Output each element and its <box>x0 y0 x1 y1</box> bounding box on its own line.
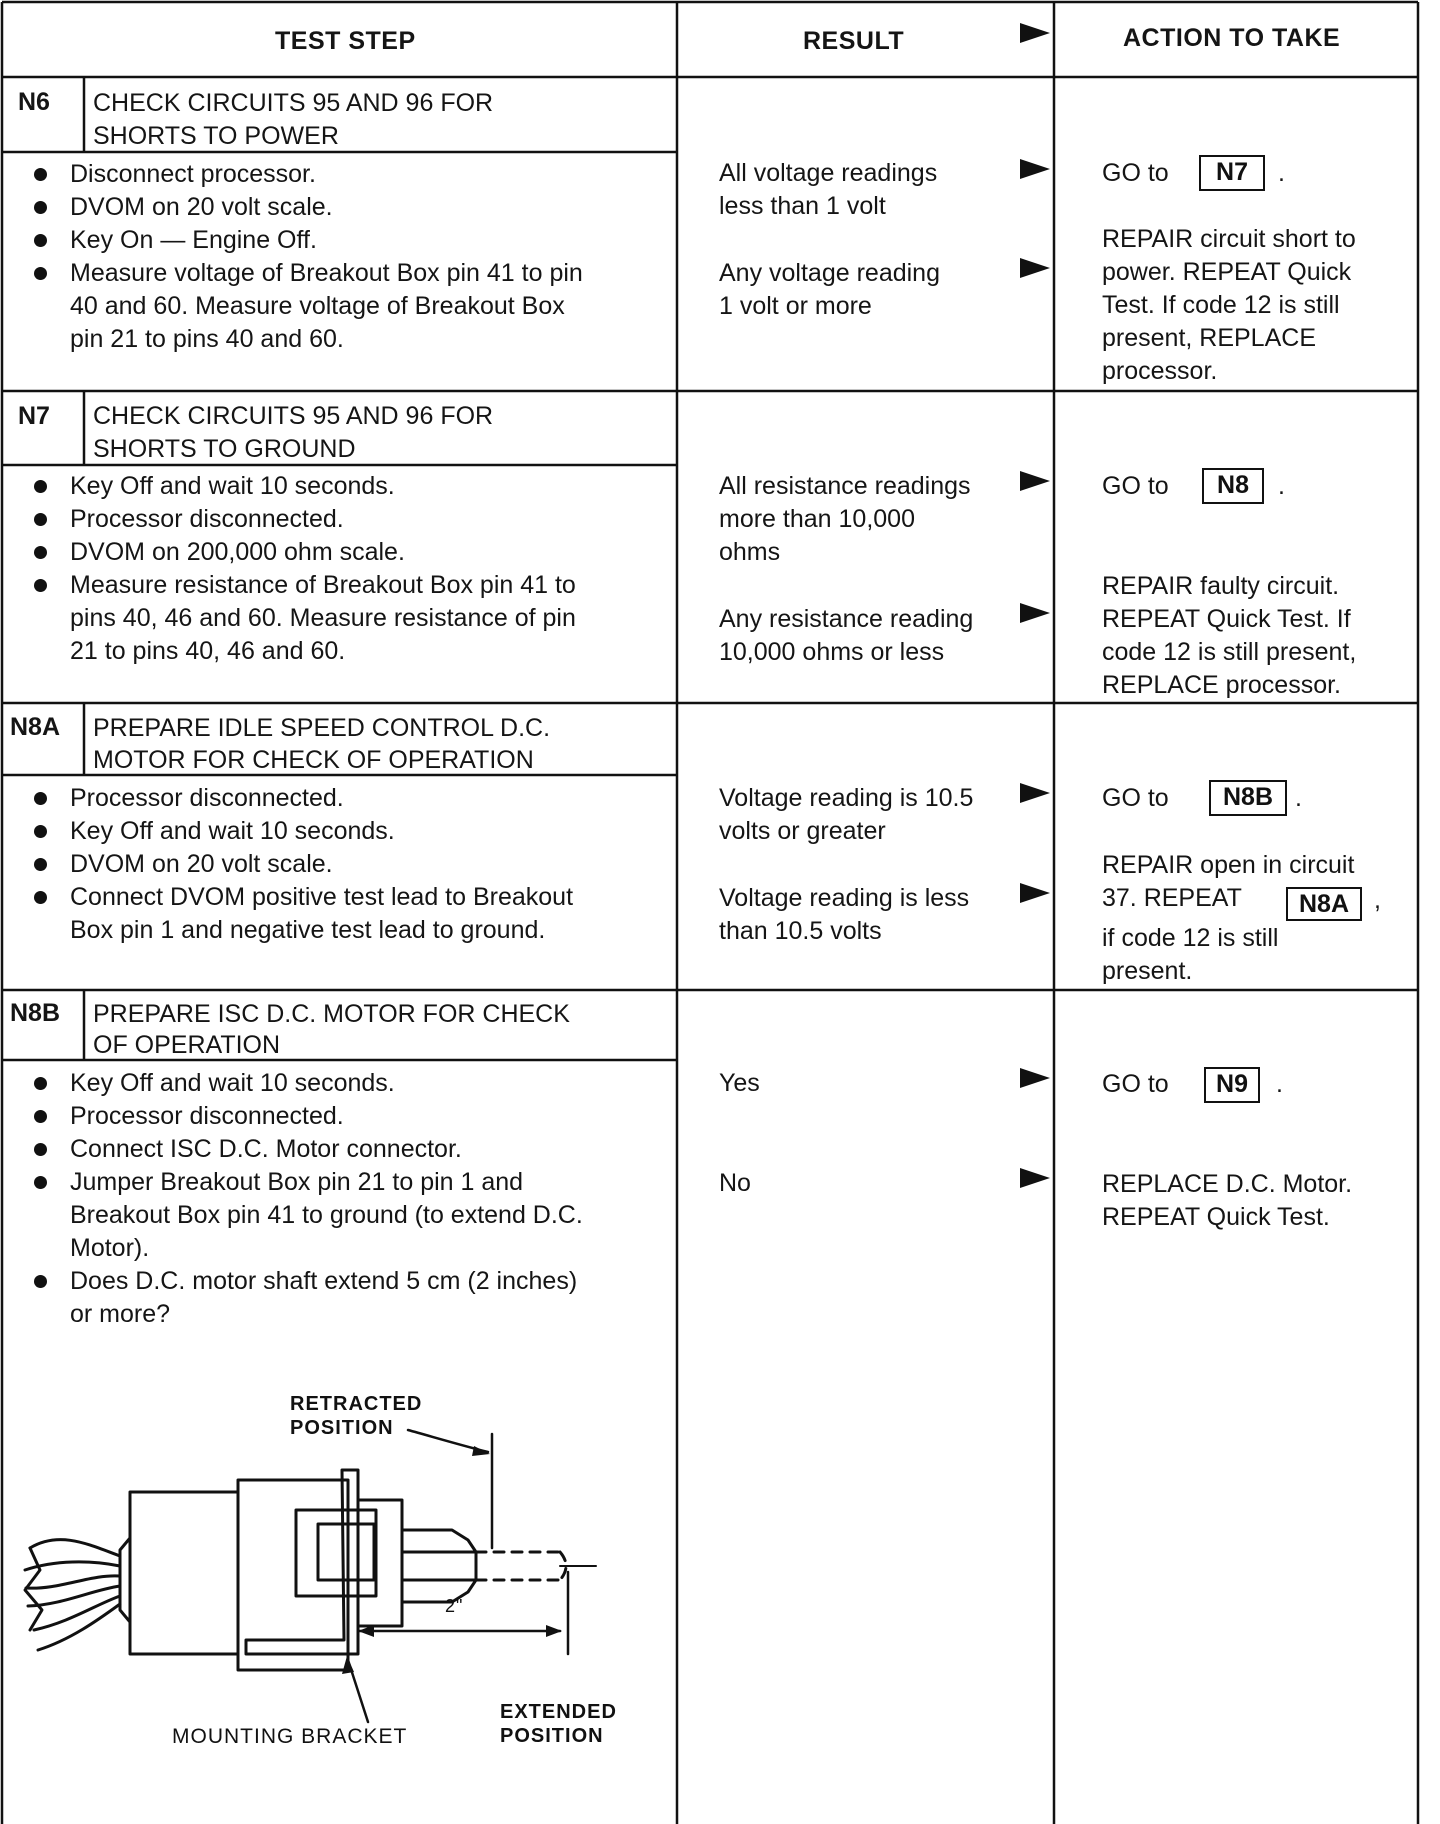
label-extended-position: EXTENDED POSITION <box>500 1701 617 1747</box>
result-text: Voltage reading is 10.5 <box>719 784 974 812</box>
action-text: GO to <box>1102 159 1169 187</box>
label-retracted-position: RETRACTED POSITION <box>290 1393 423 1439</box>
step-title-n7-line2: SHORTS TO GROUND <box>93 435 356 463</box>
step-instruction: DVOM on 20 volt scale. <box>70 850 333 878</box>
action-text: REPAIR circuit short to <box>1102 225 1356 253</box>
result-text: more than 10,000 <box>719 505 915 533</box>
action-text: REPEAT Quick Test. <box>1102 1203 1330 1231</box>
step-title-n8b-line1: PREPARE ISC D.C. MOTOR FOR CHECK <box>93 1000 570 1028</box>
step-code-n7: N7 <box>18 402 50 430</box>
step-instruction: Measure resistance of Breakout Box pin 41 to <box>70 571 576 599</box>
action-text: code 12 is still present, <box>1102 638 1357 666</box>
step-instruction: DVOM on 200,000 ohm scale. <box>70 538 405 566</box>
step-instruction: Processor disconnected. <box>70 505 344 533</box>
label-mounting-bracket: MOUNTING BRACKET <box>172 1725 408 1748</box>
result-text: All resistance readings <box>719 472 971 500</box>
step-instruction: Breakout Box pin 41 to ground (to extend D.C. <box>70 1201 583 1229</box>
step-ref-n8b[interactable]: N8B <box>1209 780 1287 816</box>
step-instruction: 40 and 60. Measure voltage of Breakout Box <box>70 292 565 320</box>
step-instruction: Key Off and wait 10 seconds. <box>70 1069 395 1097</box>
action-text: REPEAT Quick Test. If <box>1102 605 1351 633</box>
step-instruction: DVOM on 20 volt scale. <box>70 193 333 221</box>
action-text: , <box>1374 886 1381 914</box>
step-ref-n7[interactable]: N7 <box>1199 155 1265 191</box>
step-code-n8a: N8A <box>10 713 61 741</box>
action-text: . <box>1295 784 1302 812</box>
step-instruction: Jumper Breakout Box pin 21 to pin 1 and <box>70 1168 524 1196</box>
step-title-n8a-line1: PREPARE IDLE SPEED CONTROL D.C. <box>93 714 551 742</box>
step-instruction: Motor). <box>70 1234 150 1262</box>
result-text: All voltage readings <box>719 159 938 187</box>
step-ref-n8a[interactable]: N8A <box>1286 887 1362 921</box>
step-instruction: pin 21 to pins 40 and 60. <box>70 325 344 353</box>
step-instruction: Connect ISC D.C. Motor connector. <box>70 1135 462 1163</box>
label-dimension: 2" <box>445 1596 464 1616</box>
action-text: present, REPLACE <box>1102 324 1316 352</box>
step-instruction: Processor disconnected. <box>70 784 344 812</box>
action-text: GO to <box>1102 784 1169 812</box>
step-title-n6-line2: SHORTS TO POWER <box>93 122 339 150</box>
action-text: . <box>1276 1070 1283 1098</box>
step-code-n6: N6 <box>18 88 50 116</box>
result-text: volts or greater <box>719 817 886 845</box>
step-title-n7-line1: CHECK CIRCUITS 95 AND 96 FOR <box>93 402 494 430</box>
action-text: REPLACE processor. <box>1102 671 1341 699</box>
action-text: processor. <box>1102 357 1218 385</box>
action-text: REPLACE D.C. Motor. <box>1102 1170 1353 1198</box>
result-text: 1 volt or more <box>719 292 872 320</box>
step-instruction: 21 to pins 40, 46 and 60. <box>70 637 346 665</box>
step-instruction: or more? <box>70 1300 171 1328</box>
action-text: present. <box>1102 957 1193 985</box>
step-instruction: pins 40, 46 and 60. Measure resistance of pin <box>70 604 576 632</box>
header-result: RESULT <box>803 27 905 55</box>
step-instruction: Does D.C. motor shaft extend 5 cm (2 inches) <box>70 1267 578 1295</box>
step-instruction: Connect DVOM positive test lead to Breakout <box>70 883 574 911</box>
step-instruction: Key Off and wait 10 seconds. <box>70 817 395 845</box>
step-instruction: Key On — Engine Off. <box>70 226 317 254</box>
action-text: Test. If code 12 is still <box>1102 291 1340 319</box>
action-text: GO to <box>1102 472 1169 500</box>
action-text: REPAIR faulty circuit. <box>1102 572 1340 600</box>
action-text: 37. REPEAT <box>1102 884 1242 912</box>
step-ref-n8[interactable]: N8 <box>1202 468 1264 504</box>
step-title-n8a-line2: MOTOR FOR CHECK OF OPERATION <box>93 746 534 774</box>
action-text: power. REPEAT Quick <box>1102 258 1352 286</box>
result-text: Any resistance reading <box>719 605 974 633</box>
action-text: . <box>1278 159 1285 187</box>
step-code-n8b: N8B <box>10 999 61 1027</box>
step-instruction: Key Off and wait 10 seconds. <box>70 472 395 500</box>
result-text: No <box>719 1169 751 1197</box>
result-text: than 10.5 volts <box>719 917 882 945</box>
step-instruction: Processor disconnected. <box>70 1102 344 1130</box>
result-text: Voltage reading is less <box>719 884 970 912</box>
result-text: less than 1 volt <box>719 192 886 220</box>
step-ref-n9[interactable]: N9 <box>1204 1067 1260 1103</box>
header-action: ACTION TO TAKE <box>1123 24 1341 52</box>
result-text: Yes <box>719 1069 760 1097</box>
action-text: if code 12 is still <box>1102 924 1279 952</box>
result-text: 10,000 ohms or less <box>719 638 945 666</box>
step-title-n8b-line2: OF OPERATION <box>93 1031 281 1059</box>
result-text: ohms <box>719 538 781 566</box>
header-test-step: TEST STEP <box>275 27 416 55</box>
step-instruction: Disconnect processor. <box>70 160 316 188</box>
step-instruction: Measure voltage of Breakout Box pin 41 to pin <box>70 259 583 287</box>
step-title-n6-line1: CHECK CIRCUITS 95 AND 96 FOR <box>93 89 494 117</box>
action-text: . <box>1278 472 1285 500</box>
action-text: GO to <box>1102 1070 1169 1098</box>
step-instruction: Box pin 1 and negative test lead to ground. <box>70 916 546 944</box>
result-text: Any voltage reading <box>719 259 940 287</box>
action-text: REPAIR open in circuit <box>1102 851 1355 879</box>
